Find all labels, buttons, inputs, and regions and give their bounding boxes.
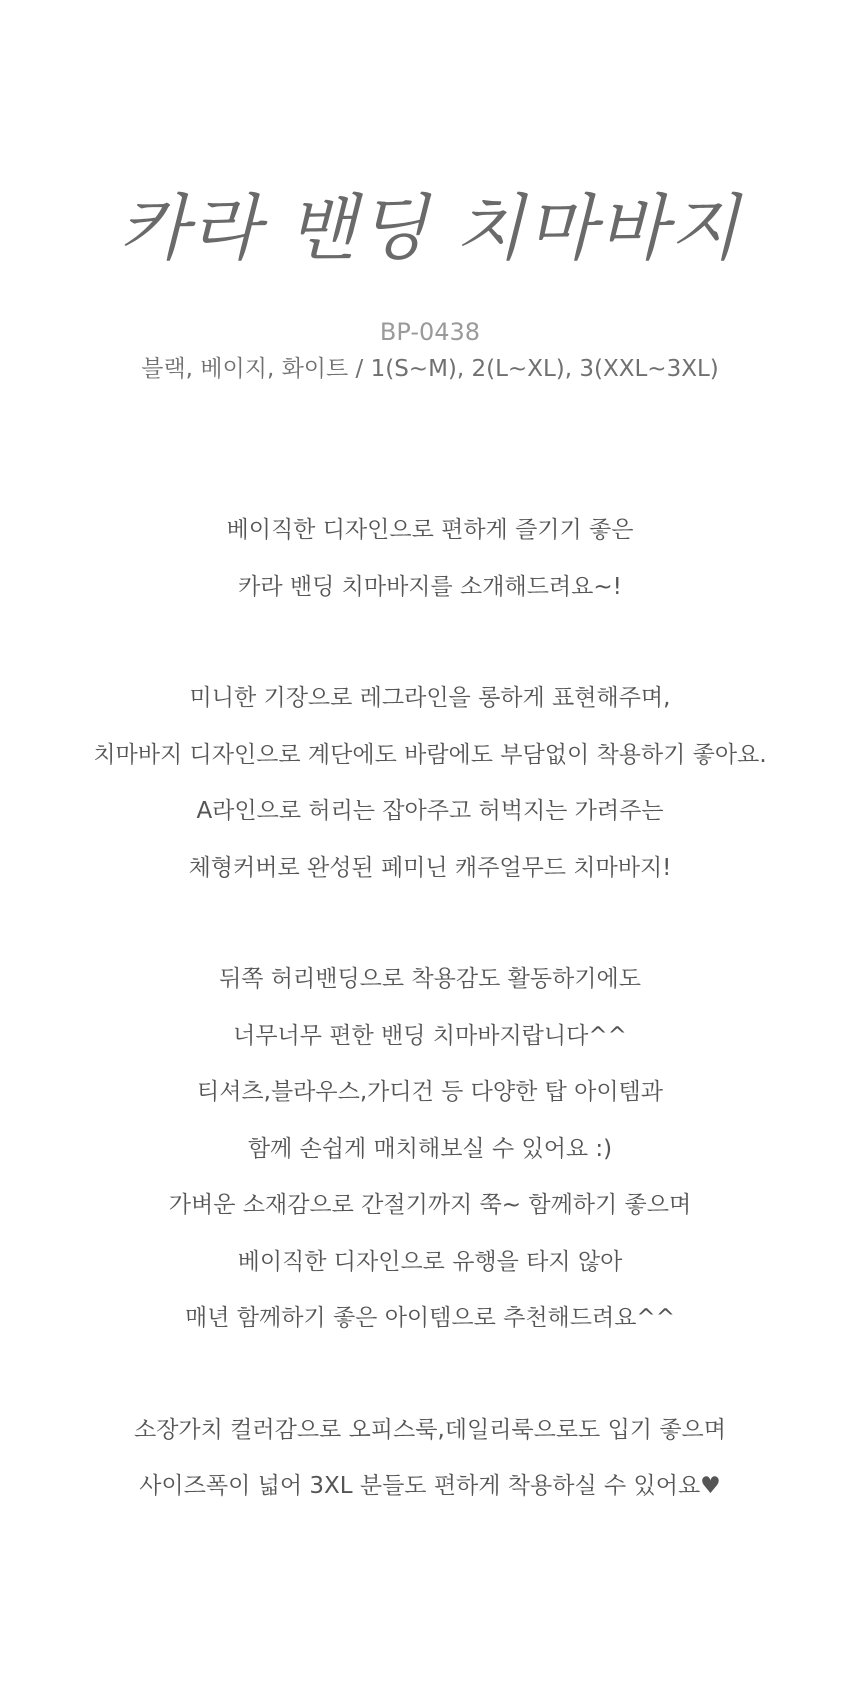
- description-line: 매년 함께하기 좋은 아이템으로 추천해드려요^^: [185, 1305, 675, 1331]
- description-paragraph: [0, 670, 860, 896]
- description-line: 뒤쪽 허리밴딩으로 착용감도 활동하기에도: [219, 966, 641, 992]
- product-code: BP-0438: [379, 318, 481, 346]
- description-line: 미니한 기장으로 레그라인을 롱하게 표현해주며,: [189, 685, 671, 711]
- product-options: 블랙, 베이지, 화이트 / 1(S~M), 2(L~XL), 3(XXL~3XL): [141, 356, 719, 382]
- description-paragraph: [0, 1402, 860, 1515]
- description-line: 소장가치 컬러감으로 오피스룩,데일리룩으로도 입기 좋으며: [133, 1416, 726, 1443]
- description-line: 베이직한 디자인으로 유행을 타지 않아: [237, 1248, 623, 1275]
- description-line: 사이즈폭이 넓어 3XL 분들도 편하게 착용하실 수 있어요♥: [139, 1473, 721, 1499]
- description-line: 카라 밴딩 치마바지를 소개해드려요~!: [238, 573, 622, 600]
- description-line: 가벼운 소재감으로 간절기까지 쭉~ 함께하기 좋으며: [168, 1192, 692, 1218]
- description-line: 함께 손쉽게 매치해보실 수 있어요 :): [247, 1135, 613, 1162]
- description-line: 치마바지 디자인으로 계단에도 바람에도 부담없이 착용하기 좋아요.: [93, 741, 767, 768]
- description-paragraph: [0, 951, 860, 1347]
- product-description: [0, 502, 860, 1570]
- description-line: 티셔츠,블라우스,가디건 등 다양한 탑 아이템과: [196, 1079, 663, 1105]
- description-paragraph: [0, 502, 860, 615]
- description-line: 베이직한 디자인으로 편하게 즐기기 좋은: [226, 517, 634, 543]
- description-line: 너무너무 편한 밴딩 치마바지랍니다^^: [233, 1022, 627, 1049]
- product-title: 카라 밴딩 치마바지: [118, 186, 742, 270]
- description-line: 체형커버로 완성된 페미닌 캐주얼무드 치마바지!: [188, 854, 672, 881]
- description-line: A라인으로 허리는 잡아주고 허벅지는 가려주는: [196, 798, 664, 824]
